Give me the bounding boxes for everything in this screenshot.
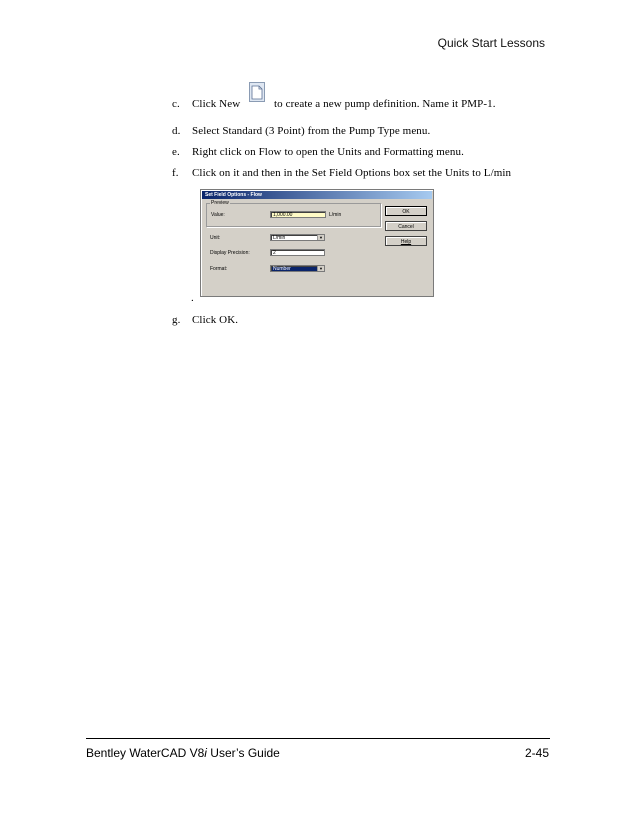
value-unit: L/min <box>329 212 342 218</box>
unit-select-value: L/min <box>273 235 286 241</box>
step-g <box>172 314 238 326</box>
unit-select[interactable] <box>270 234 325 241</box>
step-letter: f. <box>172 167 179 179</box>
chevron-down-icon[interactable]: ▼ <box>317 235 324 240</box>
step-c <box>172 98 240 110</box>
cancel-button[interactable]: Cancel <box>385 221 427 231</box>
preview-label: Preview <box>211 200 229 206</box>
step-text: Click OK. <box>192 314 239 326</box>
step-c-continued: to create a new pump definition. Name it PMP-1. <box>274 98 496 110</box>
value-field[interactable]: 1,000.00 <box>270 211 326 218</box>
precision-field[interactable]: 2 <box>270 249 325 256</box>
footer-title-main: Bentley WaterCAD V8 <box>86 746 205 760</box>
step-text: Click on it and then in the Set Field Options box set the Units to L/min <box>192 167 512 179</box>
step-letter: c. <box>172 98 180 110</box>
format-select[interactable] <box>270 265 325 272</box>
page-number: 2-45 <box>524 746 549 760</box>
format-select-value: Number <box>273 266 291 272</box>
value-label: Value: <box>211 212 225 218</box>
step-text: Click New <box>192 98 241 110</box>
footer-divider <box>86 738 550 739</box>
footer-guide-title <box>86 746 280 760</box>
step-f <box>172 167 511 179</box>
format-label: Format: <box>210 266 228 272</box>
unit-label: Unit: <box>210 235 221 241</box>
help-button[interactable]: Help <box>385 236 427 246</box>
set-field-options-dialog <box>200 189 434 297</box>
step-letter: g. <box>172 314 181 326</box>
step-text: Select Standard (3 Point) from the Pump Type menu. <box>192 125 431 137</box>
new-document-icon <box>249 82 265 102</box>
step-d <box>172 125 430 137</box>
precision-label: Display Precision: <box>210 250 250 256</box>
step-text: Right click on Flow to open the Units and Formatting menu. <box>192 146 464 158</box>
step-letter: e. <box>172 146 180 158</box>
chevron-down-icon[interactable]: ▼ <box>317 266 324 271</box>
trailing-period: . <box>191 292 194 304</box>
footer-title-italic: i <box>204 746 207 760</box>
page-header-title: Quick Start Lessons <box>437 36 545 50</box>
dialog-title: Set Field Options - Flow <box>202 191 432 199</box>
step-letter: d. <box>172 125 181 137</box>
step-e <box>172 146 464 158</box>
ok-button[interactable]: OK <box>385 206 427 216</box>
preview-group <box>206 200 381 227</box>
footer-title-suffix: User’s Guide <box>206 746 280 760</box>
